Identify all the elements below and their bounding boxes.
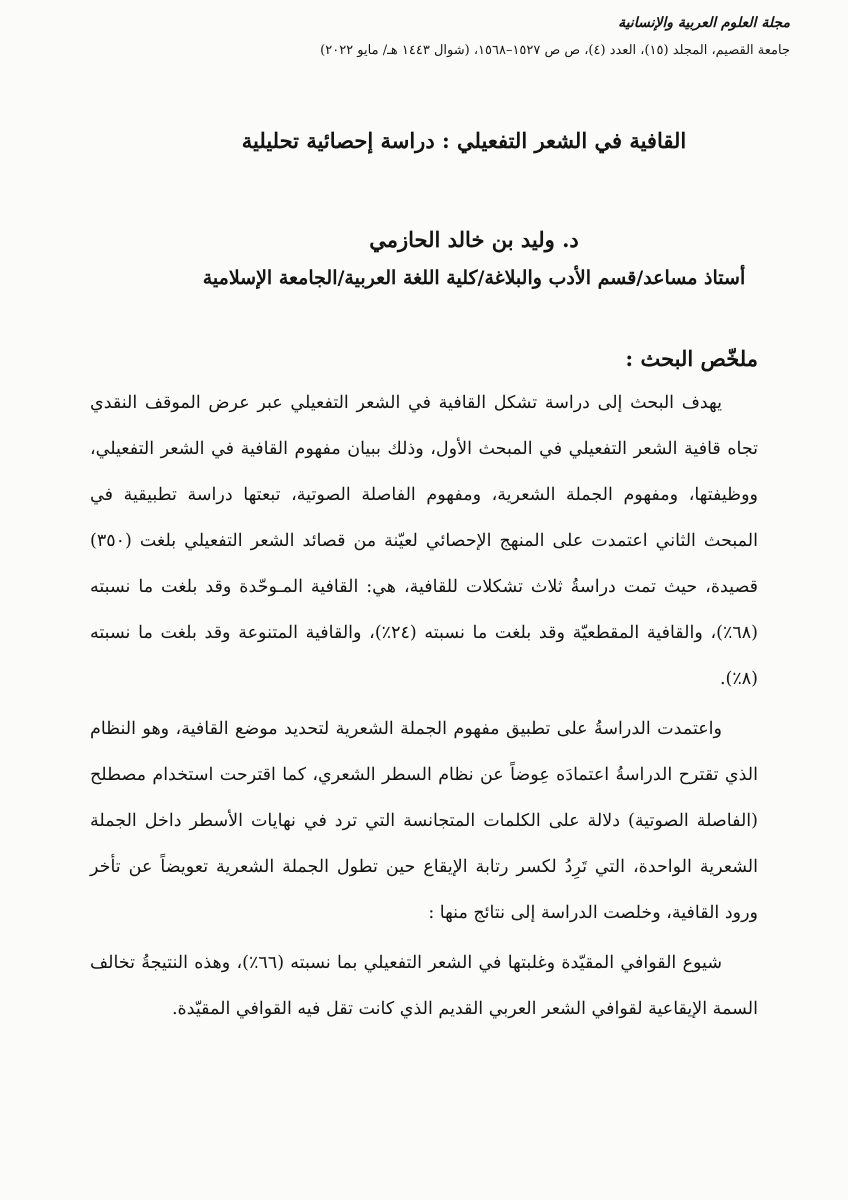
paper-title: القافية في الشعر التفعيلي : دراسة إحصائية تحليلية: [241, 128, 687, 153]
journal-header: [50, 12, 790, 62]
abstract-paragraph: يهدف البحث إلى دراسة تشكل القافية في الشعر التفعيلي عبر عرض الموقف النقدي تجاه قافية الشعر التفعيلي في المبحث الأول، وذلك ببيان مفهوم القافية في الشعر التفعيلي، ووظيفتها، ومفهوم الجملة الشعرية، ومفهوم الفاصلة الصوتية، تبعتها دراسة تطبيقية في المبحث الثاني اعتمدت على المنهج الإحصائي لعيّنة من قصائد الشعر التفعيلي بلغت (٣٥٠) قصيدة، حيث تمت دراسةُ ثلاث تشكلات للقافية، هي: القافية المـوحّدة وقد بلغت ما نسبته (٦٨٪)، والقافية المقطعيّة وقد بلغت ما نسبته (٢٤٪)، والقافية المتنوعة وقد بلغت ما نسبته (٨٪).: [90, 393, 758, 689]
journal-citation: جامعة القصيم، المجلد (١٥)، العدد (٤)، ص ص ١٥٢٧–١٥٦٨، (شوال ١٤٤٣ هـ/ مايو ٢٠٢٢): [320, 43, 790, 58]
author-block: [0, 222, 848, 296]
abstract-paragraph: شيوع القوافي المقيّدة وغلبتها في الشعر التفعيلي بما نسبته (٦٦٪)، وهذه النتيجةُ تخالف السمة الإيقاعية لقوافي الشعر العربي القديم الذي كانت تقل فيه القوافي المقيّدة.: [90, 953, 758, 1019]
author-affiliation: أستاذ مساعد/قسم الأدب والبلاغة/كلية اللغة العربية/الجامعة الإسلامية: [202, 267, 746, 289]
abstract-paragraph: واعتمدت الدراسةُ على تطبيق مفهوم الجملة الشعرية لتحديد موضع القافية، وهو النظام الذي تقترح الدراسةُ اعتمادَه عِوضاً عن نظام السطر الشعري، كما اقترحت استخدام مصطلح (الفاصلة الصوتية) دلالة على الكلمات المتجانسة التي ترد في نهايات الأسطر داخل الجملة الشعرية الواحدة، التي تَرِدُ لكسر رتابة الإيقاع حين تطول الجملة الشعرية تعويضاً عن تأخر ورود القافية، وخلصت الدراسة إلى نتائج منها :: [90, 719, 758, 923]
author-name: د. وليد بن خالد الحازمي: [369, 227, 579, 252]
abstract-heading: ملخّص البحث :: [625, 346, 758, 371]
journal-name: مجلة العلوم العربية والإنسانية: [618, 15, 790, 31]
abstract-section: [90, 342, 758, 1032]
